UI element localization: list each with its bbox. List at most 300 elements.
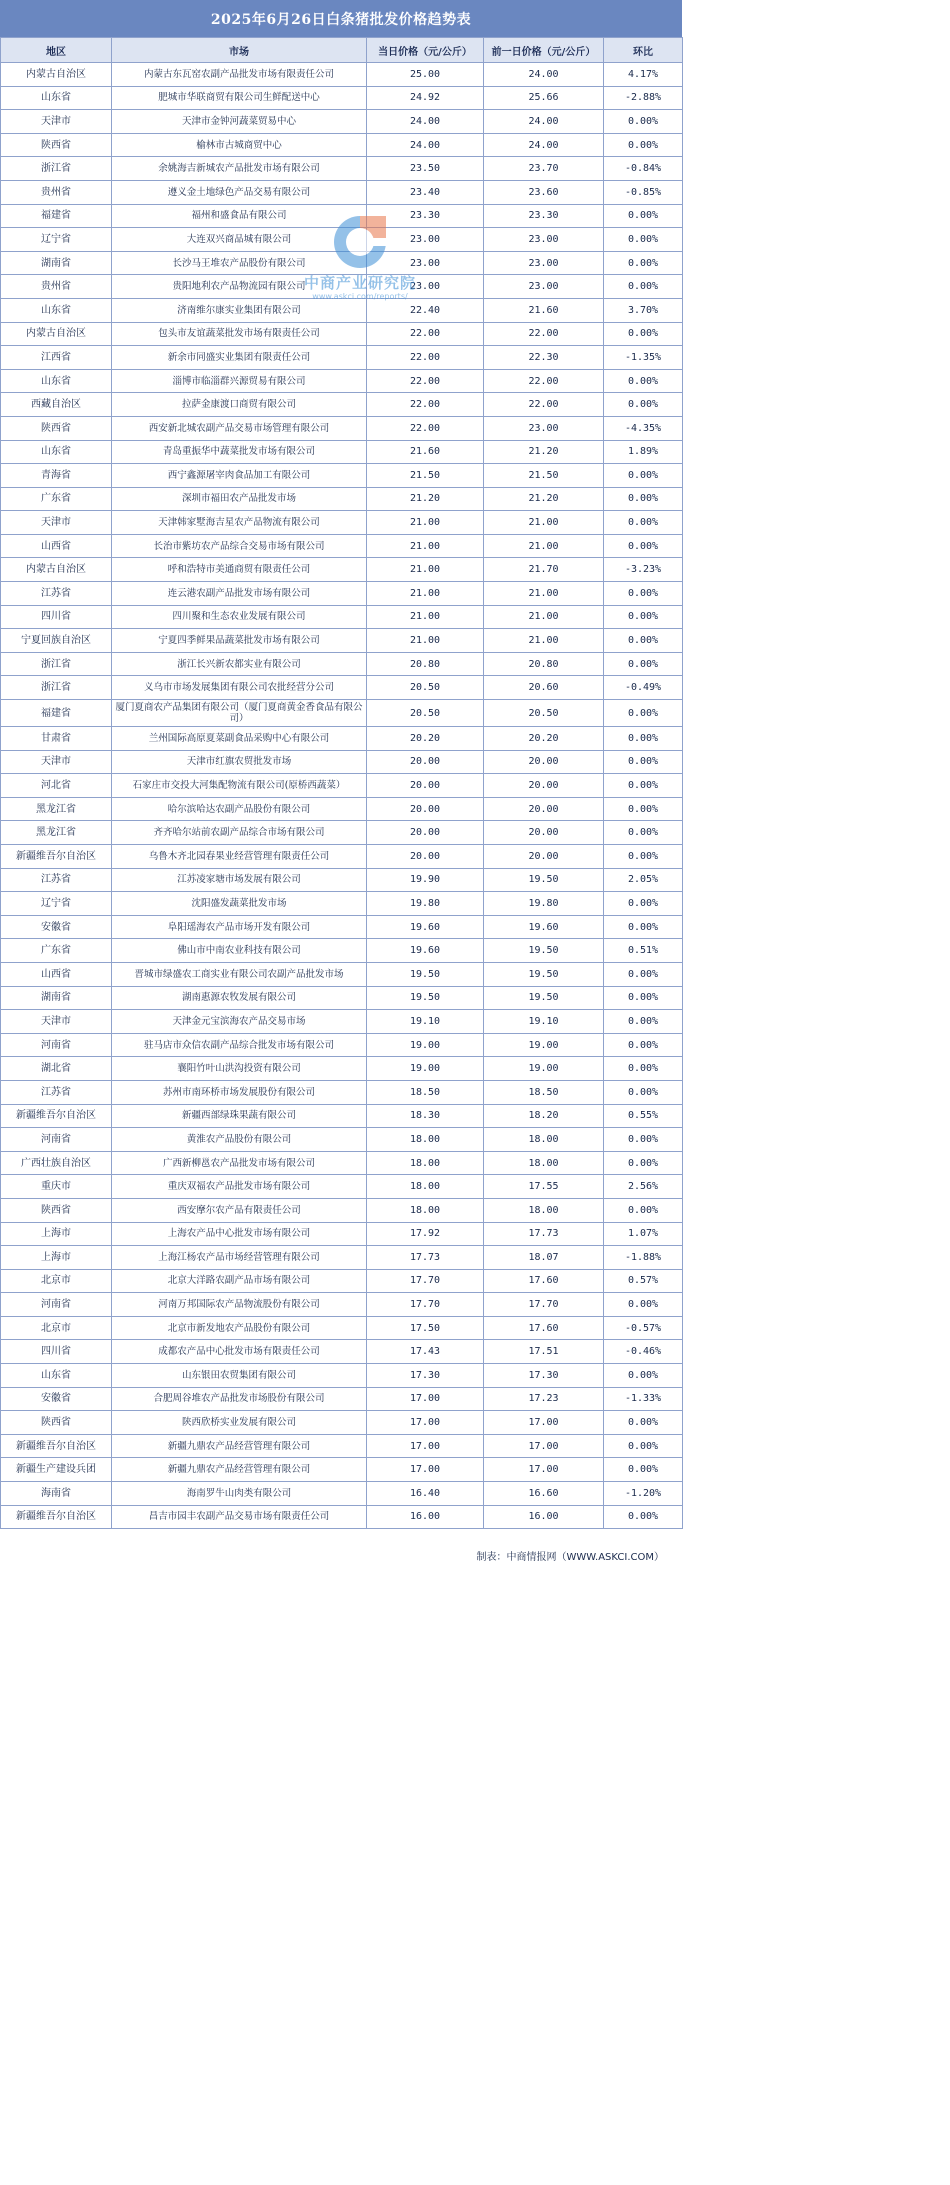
table-row bbox=[1, 534, 683, 558]
table-row bbox=[1, 204, 683, 228]
cell-prev-price: 23.60 bbox=[484, 180, 604, 204]
cell-market: 佛山市中南农业科技有限公司 bbox=[112, 939, 367, 963]
cell-region: 辽宁省 bbox=[1, 892, 112, 916]
cell-prev-price: 20.00 bbox=[484, 774, 604, 798]
cell-change: -4.35% bbox=[604, 416, 683, 440]
cell-today-price: 21.00 bbox=[367, 629, 484, 653]
cell-prev-price: 21.60 bbox=[484, 298, 604, 322]
cell-change: 3.70% bbox=[604, 298, 683, 322]
cell-today-price: 23.40 bbox=[367, 180, 484, 204]
cell-region: 天津市 bbox=[1, 511, 112, 535]
cell-prev-price: 19.50 bbox=[484, 986, 604, 1010]
cell-change: -1.88% bbox=[604, 1246, 683, 1270]
cell-prev-price: 18.50 bbox=[484, 1080, 604, 1104]
table-row bbox=[1, 346, 683, 370]
cell-change: -1.33% bbox=[604, 1387, 683, 1411]
cell-market: 西安摩尔农产品有限责任公司 bbox=[112, 1198, 367, 1222]
cell-today-price: 23.30 bbox=[367, 204, 484, 228]
table-row bbox=[1, 228, 683, 252]
table-row bbox=[1, 1340, 683, 1364]
cell-region: 山东省 bbox=[1, 440, 112, 464]
cell-today-price: 19.80 bbox=[367, 892, 484, 916]
cell-market: 连云港农副产品批发市场有限公司 bbox=[112, 582, 367, 606]
table-row bbox=[1, 511, 683, 535]
table-row bbox=[1, 868, 683, 892]
table-row bbox=[1, 582, 683, 606]
cell-today-price: 21.00 bbox=[367, 605, 484, 629]
cell-prev-price: 22.00 bbox=[484, 393, 604, 417]
table-row bbox=[1, 1293, 683, 1317]
table-row bbox=[1, 700, 683, 727]
cell-region: 河南省 bbox=[1, 1128, 112, 1152]
cell-change: -2.88% bbox=[604, 86, 683, 110]
table-row bbox=[1, 464, 683, 488]
cell-market: 苏州市南环桥市场发展股份有限公司 bbox=[112, 1080, 367, 1104]
cell-region: 北京市 bbox=[1, 1316, 112, 1340]
cell-market: 上海农产品中心批发市场有限公司 bbox=[112, 1222, 367, 1246]
cell-today-price: 21.50 bbox=[367, 464, 484, 488]
cell-change: 0.00% bbox=[604, 1010, 683, 1034]
cell-today-price: 22.40 bbox=[367, 298, 484, 322]
cell-today-price: 20.80 bbox=[367, 652, 484, 676]
cell-change: 0.57% bbox=[604, 1269, 683, 1293]
cell-today-price: 20.50 bbox=[367, 700, 484, 727]
cell-prev-price: 23.00 bbox=[484, 251, 604, 275]
cell-today-price: 22.00 bbox=[367, 393, 484, 417]
cell-region: 黑龙江省 bbox=[1, 821, 112, 845]
cell-change: 0.00% bbox=[604, 700, 683, 727]
cell-change: 0.00% bbox=[604, 629, 683, 653]
footer-source: 制表：中商情报网（WWW.ASKCI.COM） bbox=[476, 1551, 664, 1563]
cell-region: 西藏自治区 bbox=[1, 393, 112, 417]
table-row bbox=[1, 915, 683, 939]
cell-region: 陕西省 bbox=[1, 1198, 112, 1222]
cell-change: 0.00% bbox=[604, 915, 683, 939]
cell-change: 1.89% bbox=[604, 440, 683, 464]
table-row bbox=[1, 63, 683, 87]
cell-today-price: 19.50 bbox=[367, 962, 484, 986]
table-row bbox=[1, 110, 683, 134]
table-row bbox=[1, 892, 683, 916]
cell-region: 湖南省 bbox=[1, 986, 112, 1010]
cell-market: 深圳市福田农产品批发市场 bbox=[112, 487, 367, 511]
cell-region: 内蒙古自治区 bbox=[1, 558, 112, 582]
cell-change: -0.84% bbox=[604, 157, 683, 181]
cell-region: 陕西省 bbox=[1, 133, 112, 157]
table-row bbox=[1, 1458, 683, 1482]
table-body bbox=[1, 63, 683, 1529]
table-row bbox=[1, 1222, 683, 1246]
cell-today-price: 18.00 bbox=[367, 1175, 484, 1199]
cell-change: 0.00% bbox=[604, 1364, 683, 1388]
cell-prev-price: 18.00 bbox=[484, 1151, 604, 1175]
cell-change: 0.00% bbox=[604, 1033, 683, 1057]
cell-today-price: 19.90 bbox=[367, 868, 484, 892]
table-row bbox=[1, 1151, 683, 1175]
cell-prev-price: 20.00 bbox=[484, 821, 604, 845]
cell-today-price: 20.50 bbox=[367, 676, 484, 700]
cell-market: 天津韩家墅海吉星农产品物流有限公司 bbox=[112, 511, 367, 535]
cell-change: 0.00% bbox=[604, 275, 683, 299]
cell-region: 湖北省 bbox=[1, 1057, 112, 1081]
cell-market: 新疆九鼎农产品经营管理有限公司 bbox=[112, 1434, 367, 1458]
cell-prev-price: 16.00 bbox=[484, 1505, 604, 1529]
cell-region: 福建省 bbox=[1, 204, 112, 228]
cell-region: 海南省 bbox=[1, 1482, 112, 1506]
cell-change: 0.00% bbox=[604, 393, 683, 417]
cell-prev-price: 17.70 bbox=[484, 1293, 604, 1317]
cell-today-price: 18.30 bbox=[367, 1104, 484, 1128]
cell-change: -0.57% bbox=[604, 1316, 683, 1340]
cell-region: 河南省 bbox=[1, 1033, 112, 1057]
cell-today-price: 24.00 bbox=[367, 110, 484, 134]
cell-change: 0.00% bbox=[604, 487, 683, 511]
cell-today-price: 17.00 bbox=[367, 1434, 484, 1458]
cell-region: 江苏省 bbox=[1, 1080, 112, 1104]
cell-change: 2.56% bbox=[604, 1175, 683, 1199]
table-row bbox=[1, 797, 683, 821]
cell-region: 陕西省 bbox=[1, 1411, 112, 1435]
cell-change: 2.05% bbox=[604, 868, 683, 892]
cell-market: 齐齐哈尔站前农副产品综合市场有限公司 bbox=[112, 821, 367, 845]
table-row bbox=[1, 86, 683, 110]
table-row bbox=[1, 1434, 683, 1458]
cell-today-price: 17.30 bbox=[367, 1364, 484, 1388]
cell-prev-price: 21.00 bbox=[484, 605, 604, 629]
cell-prev-price: 19.10 bbox=[484, 1010, 604, 1034]
table-row bbox=[1, 1316, 683, 1340]
cell-region: 广东省 bbox=[1, 939, 112, 963]
cell-region: 青海省 bbox=[1, 464, 112, 488]
cell-change: 0.00% bbox=[604, 727, 683, 751]
cell-change: 0.00% bbox=[604, 582, 683, 606]
cell-today-price: 25.00 bbox=[367, 63, 484, 87]
cell-market: 新疆西部绿珠果蔬有限公司 bbox=[112, 1104, 367, 1128]
cell-market: 襄阳竹叶山洪沟投资有限公司 bbox=[112, 1057, 367, 1081]
cell-today-price: 21.00 bbox=[367, 582, 484, 606]
cell-region: 江西省 bbox=[1, 346, 112, 370]
cell-market: 哈尔滨哈达农副产品股份有限公司 bbox=[112, 797, 367, 821]
cell-change: 0.00% bbox=[604, 1080, 683, 1104]
cell-today-price: 17.43 bbox=[367, 1340, 484, 1364]
cell-change: 0.00% bbox=[604, 464, 683, 488]
cell-region: 湖南省 bbox=[1, 251, 112, 275]
header-region: 地区 bbox=[1, 38, 112, 63]
cell-change: 0.00% bbox=[604, 821, 683, 845]
cell-change: 0.00% bbox=[604, 1505, 683, 1529]
cell-market: 晋城市绿盛农工商实业有限公司农副产品批发市场 bbox=[112, 962, 367, 986]
cell-today-price: 21.00 bbox=[367, 558, 484, 582]
table-row bbox=[1, 1246, 683, 1270]
cell-prev-price: 21.20 bbox=[484, 487, 604, 511]
header-today-price: 当日价格（元/公斤） bbox=[367, 38, 484, 63]
table-row bbox=[1, 157, 683, 181]
cell-region: 内蒙古自治区 bbox=[1, 63, 112, 87]
cell-market: 榆林市古城商贸中心 bbox=[112, 133, 367, 157]
table-row bbox=[1, 416, 683, 440]
table-row bbox=[1, 821, 683, 845]
cell-prev-price: 19.50 bbox=[484, 939, 604, 963]
cell-change: 0.00% bbox=[604, 1198, 683, 1222]
cell-change: 1.07% bbox=[604, 1222, 683, 1246]
cell-today-price: 17.70 bbox=[367, 1293, 484, 1317]
table-title: 2025年6月26日白条猪批发价格趋势表 bbox=[0, 0, 682, 37]
cell-change: -3.23% bbox=[604, 558, 683, 582]
cell-today-price: 20.00 bbox=[367, 845, 484, 869]
cell-market: 长沙马王堆农产品股份有限公司 bbox=[112, 251, 367, 275]
cell-prev-price: 23.00 bbox=[484, 275, 604, 299]
cell-prev-price: 19.50 bbox=[484, 868, 604, 892]
cell-region: 广西壮族自治区 bbox=[1, 1151, 112, 1175]
header-row bbox=[1, 38, 683, 63]
cell-change: 4.17% bbox=[604, 63, 683, 87]
cell-market: 河南万邦国际农产品物流股份有限公司 bbox=[112, 1293, 367, 1317]
cell-region: 四川省 bbox=[1, 1340, 112, 1364]
cell-region: 山东省 bbox=[1, 298, 112, 322]
table-row bbox=[1, 1387, 683, 1411]
cell-market: 兰州国际高原夏菜副食品采购中心有限公司 bbox=[112, 727, 367, 751]
header-change: 环比 bbox=[604, 38, 683, 63]
cell-change: -1.20% bbox=[604, 1482, 683, 1506]
cell-today-price: 21.20 bbox=[367, 487, 484, 511]
cell-market: 陕西欣桥实业发展有限公司 bbox=[112, 1411, 367, 1435]
cell-prev-price: 21.70 bbox=[484, 558, 604, 582]
cell-change: 0.00% bbox=[604, 110, 683, 134]
cell-prev-price: 17.60 bbox=[484, 1316, 604, 1340]
cell-today-price: 23.00 bbox=[367, 275, 484, 299]
cell-change: 0.00% bbox=[604, 322, 683, 346]
cell-prev-price: 18.20 bbox=[484, 1104, 604, 1128]
cell-market: 淄博市临淄群兴源贸易有限公司 bbox=[112, 369, 367, 393]
table-row bbox=[1, 629, 683, 653]
cell-market: 江苏凌家塘市场发展有限公司 bbox=[112, 868, 367, 892]
cell-region: 北京市 bbox=[1, 1269, 112, 1293]
table-row bbox=[1, 369, 683, 393]
table-row bbox=[1, 652, 683, 676]
table-row bbox=[1, 939, 683, 963]
table-row bbox=[1, 133, 683, 157]
cell-today-price: 21.00 bbox=[367, 511, 484, 535]
cell-market: 山东银田农贸集团有限公司 bbox=[112, 1364, 367, 1388]
cell-today-price: 17.73 bbox=[367, 1246, 484, 1270]
cell-market: 湖南惠源农牧发展有限公司 bbox=[112, 986, 367, 1010]
cell-change: 0.00% bbox=[604, 845, 683, 869]
cell-today-price: 22.00 bbox=[367, 369, 484, 393]
cell-change: 0.00% bbox=[604, 369, 683, 393]
table-row bbox=[1, 440, 683, 464]
cell-prev-price: 17.60 bbox=[484, 1269, 604, 1293]
cell-market: 石家庄市交投大河集配物流有限公司(原桥西蔬菜） bbox=[112, 774, 367, 798]
cell-market: 义乌市市场发展集团有限公司农批经营分公司 bbox=[112, 676, 367, 700]
cell-change: 0.51% bbox=[604, 939, 683, 963]
cell-market: 北京大洋路农副产品市场有限公司 bbox=[112, 1269, 367, 1293]
cell-region: 福建省 bbox=[1, 700, 112, 727]
cell-today-price: 18.00 bbox=[367, 1128, 484, 1152]
cell-change: 0.00% bbox=[604, 534, 683, 558]
cell-today-price: 16.40 bbox=[367, 1482, 484, 1506]
cell-region: 山东省 bbox=[1, 369, 112, 393]
table-row bbox=[1, 1482, 683, 1506]
cell-market: 新疆九鼎农产品经营管理有限公司 bbox=[112, 1458, 367, 1482]
cell-today-price: 22.00 bbox=[367, 346, 484, 370]
cell-today-price: 19.00 bbox=[367, 1033, 484, 1057]
cell-market: 沈阳盛发蔬菜批发市场 bbox=[112, 892, 367, 916]
cell-today-price: 16.00 bbox=[367, 1505, 484, 1529]
cell-market: 合肥周谷堆农产品批发市场股份有限公司 bbox=[112, 1387, 367, 1411]
cell-region: 新疆维吾尔自治区 bbox=[1, 845, 112, 869]
cell-today-price: 23.00 bbox=[367, 228, 484, 252]
cell-market: 天津金元宝滨海农产品交易市场 bbox=[112, 1010, 367, 1034]
cell-market: 黄淮农产品股份有限公司 bbox=[112, 1128, 367, 1152]
cell-market: 北京市新发地农产品股份有限公司 bbox=[112, 1316, 367, 1340]
cell-prev-price: 19.50 bbox=[484, 962, 604, 986]
table-row bbox=[1, 605, 683, 629]
cell-region: 新疆维吾尔自治区 bbox=[1, 1104, 112, 1128]
cell-market: 厦门夏商农产品集团有限公司（厦门夏商黄金香食品有限公司） bbox=[112, 700, 367, 727]
cell-region: 安徽省 bbox=[1, 915, 112, 939]
cell-region: 新疆生产建设兵团 bbox=[1, 1458, 112, 1482]
cell-today-price: 21.60 bbox=[367, 440, 484, 464]
cell-prev-price: 18.07 bbox=[484, 1246, 604, 1270]
cell-today-price: 17.50 bbox=[367, 1316, 484, 1340]
cell-prev-price: 24.00 bbox=[484, 63, 604, 87]
cell-region: 上海市 bbox=[1, 1246, 112, 1270]
cell-region: 内蒙古自治区 bbox=[1, 322, 112, 346]
cell-today-price: 22.00 bbox=[367, 322, 484, 346]
cell-today-price: 20.00 bbox=[367, 750, 484, 774]
cell-market: 长治市紫坊农产品综合交易市场有限公司 bbox=[112, 534, 367, 558]
cell-today-price: 17.70 bbox=[367, 1269, 484, 1293]
cell-today-price: 17.92 bbox=[367, 1222, 484, 1246]
cell-region: 上海市 bbox=[1, 1222, 112, 1246]
table-row bbox=[1, 676, 683, 700]
cell-prev-price: 21.00 bbox=[484, 629, 604, 653]
cell-prev-price: 25.66 bbox=[484, 86, 604, 110]
table-row bbox=[1, 1104, 683, 1128]
cell-change: 0.00% bbox=[604, 962, 683, 986]
cell-today-price: 20.00 bbox=[367, 821, 484, 845]
cell-market: 西安新北城农副产品交易市场管理有限公司 bbox=[112, 416, 367, 440]
cell-prev-price: 17.00 bbox=[484, 1411, 604, 1435]
cell-market: 广西新柳邕农产品批发市场有限公司 bbox=[112, 1151, 367, 1175]
table-row bbox=[1, 298, 683, 322]
cell-today-price: 17.00 bbox=[367, 1411, 484, 1435]
cell-region: 河南省 bbox=[1, 1293, 112, 1317]
cell-market: 西宁鑫源屠宰肉食品加工有限公司 bbox=[112, 464, 367, 488]
cell-change: 0.00% bbox=[604, 511, 683, 535]
table-row bbox=[1, 1128, 683, 1152]
table-row bbox=[1, 1033, 683, 1057]
cell-change: 0.00% bbox=[604, 1434, 683, 1458]
cell-today-price: 20.00 bbox=[367, 774, 484, 798]
cell-market: 新余市同盛实业集团有限责任公司 bbox=[112, 346, 367, 370]
cell-region: 新疆维吾尔自治区 bbox=[1, 1434, 112, 1458]
cell-market: 遵义金土地绿色产品交易有限公司 bbox=[112, 180, 367, 204]
cell-change: 0.00% bbox=[604, 251, 683, 275]
cell-prev-price: 20.20 bbox=[484, 727, 604, 751]
cell-change: -0.46% bbox=[604, 1340, 683, 1364]
cell-market: 福州和盛食品有限公司 bbox=[112, 204, 367, 228]
cell-prev-price: 21.20 bbox=[484, 440, 604, 464]
cell-change: 0.00% bbox=[604, 1151, 683, 1175]
cell-market: 成都农产品中心批发市场有限责任公司 bbox=[112, 1340, 367, 1364]
cell-today-price: 20.00 bbox=[367, 797, 484, 821]
cell-prev-price: 19.00 bbox=[484, 1033, 604, 1057]
cell-prev-price: 20.00 bbox=[484, 845, 604, 869]
table-row bbox=[1, 1505, 683, 1529]
cell-region: 浙江省 bbox=[1, 676, 112, 700]
cell-region: 江苏省 bbox=[1, 868, 112, 892]
cell-market: 贵阳地利农产品物流园有限公司 bbox=[112, 275, 367, 299]
cell-market: 海南罗牛山肉类有限公司 bbox=[112, 1482, 367, 1506]
cell-today-price: 18.50 bbox=[367, 1080, 484, 1104]
cell-today-price: 23.50 bbox=[367, 157, 484, 181]
cell-region: 山东省 bbox=[1, 1364, 112, 1388]
cell-change: 0.00% bbox=[604, 797, 683, 821]
cell-change: 0.00% bbox=[604, 892, 683, 916]
cell-region: 贵州省 bbox=[1, 275, 112, 299]
cell-prev-price: 20.50 bbox=[484, 700, 604, 727]
watermark-url: www.askci.com/reports/ bbox=[312, 292, 408, 301]
cell-today-price: 21.00 bbox=[367, 534, 484, 558]
cell-market: 大连双兴商品城有限公司 bbox=[112, 228, 367, 252]
cell-change: 0.55% bbox=[604, 1104, 683, 1128]
cell-change: 0.00% bbox=[604, 1411, 683, 1435]
table-row bbox=[1, 1080, 683, 1104]
cell-prev-price: 21.50 bbox=[484, 464, 604, 488]
table-row bbox=[1, 774, 683, 798]
cell-market: 上海江杨农产品市场经营管理有限公司 bbox=[112, 1246, 367, 1270]
cell-today-price: 18.00 bbox=[367, 1198, 484, 1222]
cell-prev-price: 17.30 bbox=[484, 1364, 604, 1388]
cell-market: 拉萨金康渡口商贸有限公司 bbox=[112, 393, 367, 417]
cell-region: 四川省 bbox=[1, 605, 112, 629]
cell-prev-price: 18.00 bbox=[484, 1128, 604, 1152]
cell-change: -0.49% bbox=[604, 676, 683, 700]
table-row bbox=[1, 393, 683, 417]
table-row bbox=[1, 986, 683, 1010]
cell-prev-price: 17.00 bbox=[484, 1458, 604, 1482]
cell-today-price: 18.00 bbox=[367, 1151, 484, 1175]
cell-market: 青岛重振华中蔬菜批发市场有限公司 bbox=[112, 440, 367, 464]
cell-region: 宁夏回族自治区 bbox=[1, 629, 112, 653]
price-table bbox=[0, 37, 683, 1529]
cell-today-price: 19.10 bbox=[367, 1010, 484, 1034]
cell-region: 甘肃省 bbox=[1, 727, 112, 751]
cell-region: 天津市 bbox=[1, 110, 112, 134]
watermark-text: 中商产业研究院 bbox=[303, 274, 416, 292]
cell-market: 内蒙古东瓦窑农副产品批发市场有限责任公司 bbox=[112, 63, 367, 87]
cell-prev-price: 18.00 bbox=[484, 1198, 604, 1222]
cell-region: 浙江省 bbox=[1, 157, 112, 181]
cell-market: 驻马店市众信农副产品综合批发市场有限公司 bbox=[112, 1033, 367, 1057]
cell-prev-price: 17.73 bbox=[484, 1222, 604, 1246]
cell-prev-price: 20.00 bbox=[484, 750, 604, 774]
cell-change: 0.00% bbox=[604, 1293, 683, 1317]
cell-today-price: 22.00 bbox=[367, 416, 484, 440]
table-row bbox=[1, 1175, 683, 1199]
table-row bbox=[1, 558, 683, 582]
cell-region: 河北省 bbox=[1, 774, 112, 798]
cell-region: 浙江省 bbox=[1, 652, 112, 676]
cell-prev-price: 22.30 bbox=[484, 346, 604, 370]
cell-prev-price: 19.60 bbox=[484, 915, 604, 939]
cell-region: 广东省 bbox=[1, 487, 112, 511]
table-row bbox=[1, 322, 683, 346]
table-row bbox=[1, 275, 683, 299]
cell-market: 宁夏四季鲜果品蔬菜批发市场有限公司 bbox=[112, 629, 367, 653]
cell-region: 贵州省 bbox=[1, 180, 112, 204]
